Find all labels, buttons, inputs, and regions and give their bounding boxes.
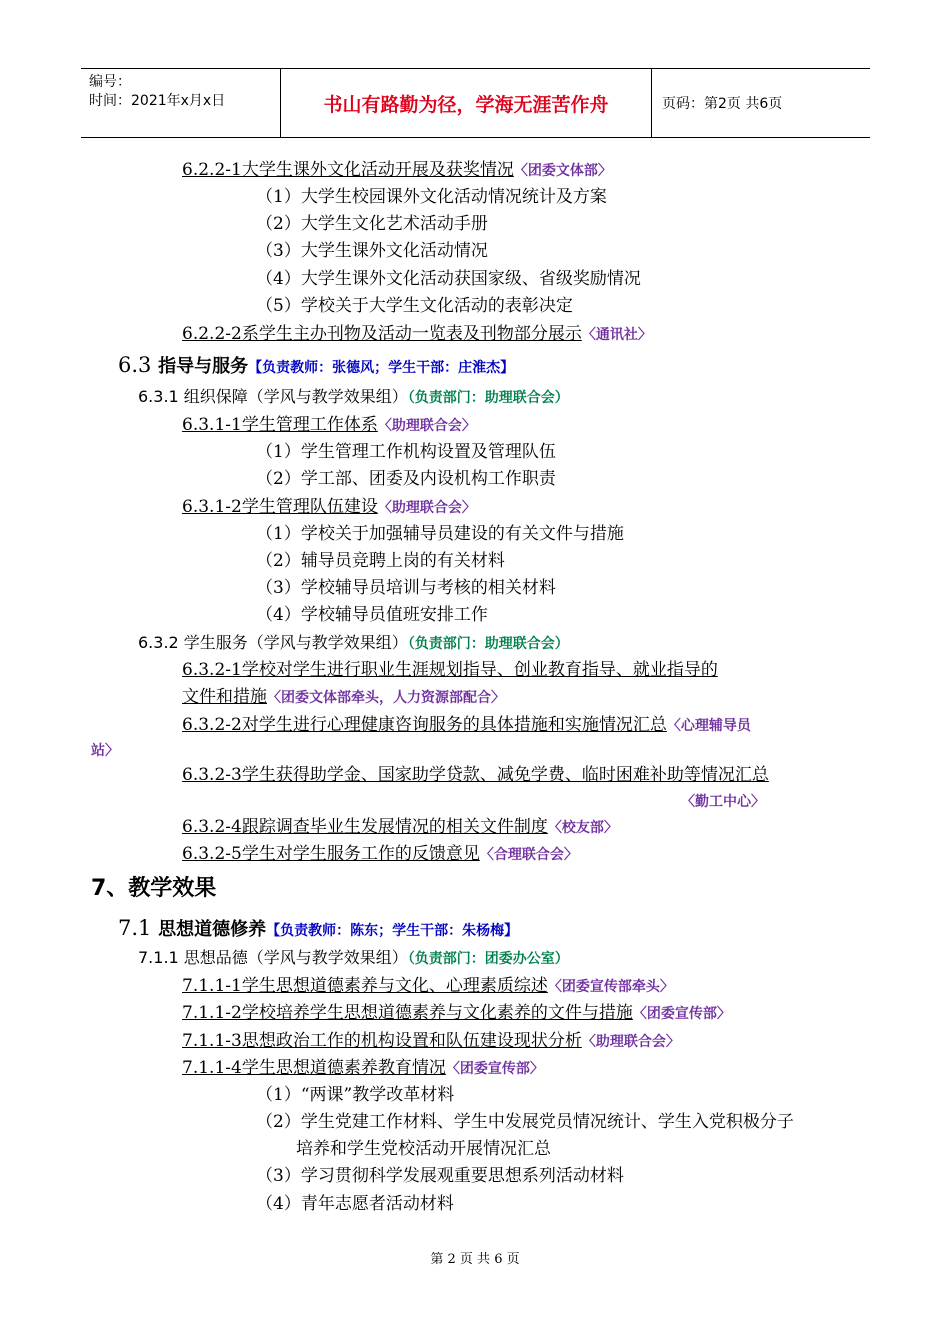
item-6-2-2-1: 6.2.2-1大学生课外文化活动开展及获奖情况〈团委文体部〉 bbox=[182, 160, 612, 180]
section-heading-6-3: 6.3 指导与服务【负责教师：张德风；学生干部：庄淮杰】 bbox=[118, 353, 515, 377]
dept-tag: 〈助理联合会〉 bbox=[377, 418, 476, 434]
dept-tag: 〈心理辅导员 bbox=[666, 718, 751, 734]
subsection-6-3-2: 6.3.2 学生服务（学风与教学效果组）（负责部门：助理联合会） bbox=[138, 633, 569, 652]
dept-tag-line: 〈勤工中心〉 bbox=[681, 794, 765, 810]
sub-item: （2）大学生文化艺术活动手册 bbox=[256, 214, 488, 234]
dept-tag: 〈团委文体部牵头，人力资源部配合〉 bbox=[267, 690, 505, 706]
page-code: 页码：第2页 共6页 bbox=[662, 96, 783, 112]
responsible-tag: 【负责教师：张德风；学生干部：庄淮杰】 bbox=[248, 360, 515, 376]
subsection-6-3-1: 6.3.1 组织保障（学风与教学效果组）（负责部门：助理联合会） bbox=[138, 387, 569, 406]
item-6-3-2-2: 6.3.2-2对学生进行心理健康咨询服务的具体措施和实施情况汇总〈心理辅导员 bbox=[182, 715, 751, 735]
section-heading-7-1: 7.1 思想道德修养【负责教师：陈东；学生干部：朱杨梅】 bbox=[118, 916, 519, 940]
motto: 书山有路勤为径，学海无涯苦作舟 bbox=[281, 69, 652, 137]
dept-tag: 〈团委文体部〉 bbox=[513, 163, 612, 179]
sub-item: （3）大学生课外文化活动情况 bbox=[256, 241, 488, 261]
item-7-1-1-2: 7.1.1-2学校培养学生思想道德素养与文化素养的文件与措施〈团委宣传部〉 bbox=[182, 1003, 731, 1023]
dept-tag: 〈团委宣传部〉 bbox=[445, 1061, 544, 1077]
sub-item: （3）学习贯彻科学发展观重要思想系列活动材料 bbox=[256, 1166, 624, 1186]
dept-tag: 〈通讯社〉 bbox=[581, 327, 652, 343]
subsection-7-1-1: 7.1.1 思想品德（学风与教学效果组）（负责部门：团委办公室） bbox=[138, 948, 569, 967]
dept-tag: 〈助理联合会〉 bbox=[377, 500, 476, 516]
sub-item-cont: 培养和学生党校活动开展情况汇总 bbox=[296, 1139, 551, 1159]
dept-tag: 〈合理联合会〉 bbox=[479, 847, 578, 863]
dept-tag: （负责部门：助理联合会） bbox=[407, 390, 569, 406]
number-label: 编号： bbox=[89, 74, 131, 90]
sub-item: （3）学校辅导员培训与考核的相关材料 bbox=[256, 578, 556, 598]
responsible-tag: 【负责教师：陈东；学生干部：朱杨梅】 bbox=[266, 923, 519, 939]
item-6-3-2-1: 6.3.2-1学校对学生进行职业生涯规划指导、创业教育指导、就业指导的 bbox=[182, 660, 718, 680]
item-6-3-2-4: 6.3.2-4跟踪调查毕业生发展情况的相关文件制度〈校友部〉 bbox=[182, 817, 618, 837]
time-label: 时间：2021年x月x日 bbox=[89, 93, 226, 109]
item-7-1-1-4: 7.1.1-4学生思想道德素养教育情况〈团委宣传部〉 bbox=[182, 1058, 544, 1078]
dept-tag: 〈校友部〉 bbox=[547, 820, 618, 836]
header-left-cell bbox=[81, 69, 281, 137]
item-7-1-1-3: 7.1.1-3思想政治工作的机构设置和队伍建设现状分析〈助理联合会〉 bbox=[182, 1031, 680, 1051]
chapter-heading-7: 7、教学效果 bbox=[91, 876, 217, 901]
dept-tag: （负责部门：团委办公室） bbox=[407, 951, 569, 967]
sub-item: （1）“两课”教学改革材料 bbox=[256, 1085, 455, 1105]
item-7-1-1-1: 7.1.1-1学生思想道德素养与文化、心理素质综述〈团委宣传部牵头〉 bbox=[182, 976, 674, 996]
page-footer: 第 2 页 共 6 页 bbox=[430, 1252, 520, 1267]
sub-item: （2）辅导员竞聘上岗的有关材料 bbox=[256, 551, 505, 571]
dept-tag: （负责部门：助理联合会） bbox=[407, 636, 569, 652]
header-table bbox=[81, 68, 870, 138]
item-6-3-1-2: 6.3.1-2学生管理队伍建设〈助理联合会〉 bbox=[182, 497, 476, 517]
item-6-2-2-2: 6.2.2-2系学生主办刊物及活动一览表及刊物部分展示〈通讯社〉 bbox=[182, 324, 652, 344]
sub-item: （1）大学生校园课外文化活动情况统计及方案 bbox=[256, 187, 607, 207]
sub-item: （5）学校关于大学生文化活动的表彰决定 bbox=[256, 296, 573, 316]
sub-item: （4）学校辅导员值班安排工作 bbox=[256, 605, 488, 625]
item-6-3-1-1: 6.3.1-1学生管理工作体系〈助理联合会〉 bbox=[182, 415, 476, 435]
dept-tag: 〈团委宣传部〉 bbox=[632, 1006, 731, 1022]
sub-item: （4）青年志愿者活动材料 bbox=[256, 1194, 454, 1214]
item-6-3-2-1-cont: 文件和措施〈团委文体部牵头，人力资源部配合〉 bbox=[182, 687, 505, 707]
dept-tag-cont: 站〉 bbox=[91, 743, 119, 759]
sub-item: （1）学生管理工作机构设置及管理队伍 bbox=[256, 442, 556, 462]
sub-item: （1）学校关于加强辅导员建设的有关文件与措施 bbox=[256, 524, 624, 544]
item-6-3-2-5: 6.3.2-5学生对学生服务工作的反馈意见〈合理联合会〉 bbox=[182, 844, 578, 864]
dept-tag: 〈助理联合会〉 bbox=[581, 1034, 680, 1050]
dept-tag: 〈团委宣传部牵头〉 bbox=[547, 979, 674, 995]
sub-item: （2）学生党建工作材料、学生中发展党员情况统计、学生入党积极分子 bbox=[256, 1112, 794, 1132]
sub-item: （4）大学生课外文化活动获国家级、省级奖励情况 bbox=[256, 269, 641, 289]
sub-item: （2）学工部、团委及内设机构工作职责 bbox=[256, 469, 556, 489]
item-6-3-2-3: 6.3.2-3学生获得助学金、国家助学贷款、减免学费、临时困难补助等情况汇总 bbox=[182, 765, 769, 785]
